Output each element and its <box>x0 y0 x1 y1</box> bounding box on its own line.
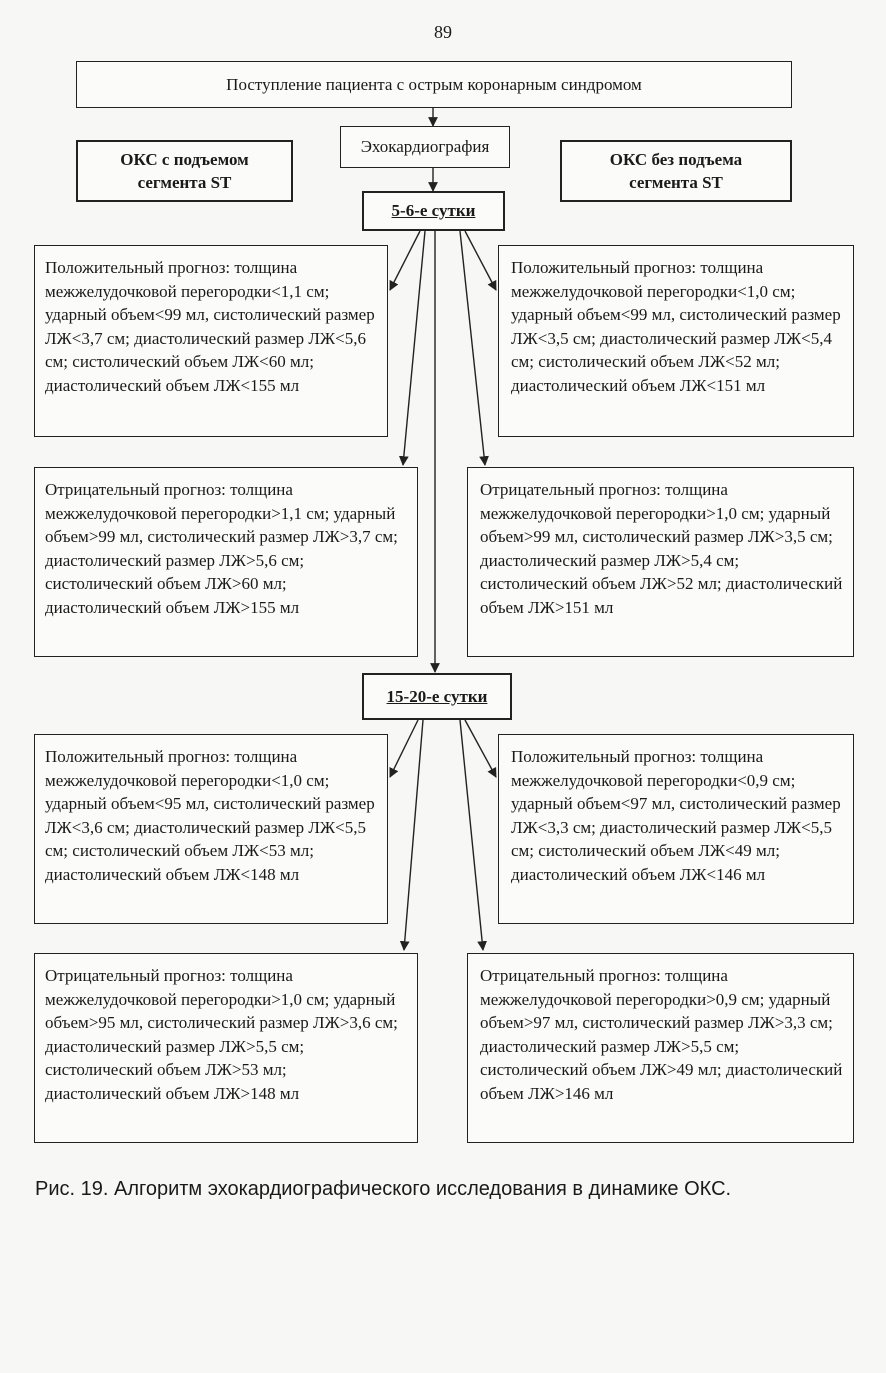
day2-stemi-negative-box: Отрицательный прогноз: толщина межжелудочковой перегородки>1,0 см; ударный объем>95 мл, систолический размер ЛЖ>3,6 см; диастолический размер ЛЖ>5,5 см; систолический объем ЛЖ>53 мл; диастолический объем ЛЖ>148 мл <box>34 953 418 1143</box>
arrow-day2-right-neg <box>460 720 483 950</box>
day1-stemi-negative-box: Отрицательный прогноз: толщина межжелудочковой перегородки>1,1 см; ударный объем>99 мл, систолический размер ЛЖ>3,7 см; диастолический размер ЛЖ>5,6 см; систолический объем ЛЖ>60 мл; диастолический объем ЛЖ>155 мл <box>34 467 418 657</box>
day1-nstemi-negative-box: Отрицательный прогноз: толщина межжелудочковой перегородки>1,0 см; ударный объем>99 мл, систолический размер ЛЖ>3,5 см; диастолический размер ЛЖ>5,4 см; систолический объем ЛЖ>52 мл; диастолический объем ЛЖ>151 мл <box>467 467 854 657</box>
nstemi-box: ОКС без подъема сегмента ST <box>560 140 792 202</box>
arrow-day1-right-pos <box>465 231 496 290</box>
echocardiography-box: Эхокардиография <box>340 126 510 168</box>
day1-stemi-positive-box: Положительный прогноз: толщина межжелудочковой перегородки<1,1 см; ударный объем<99 мл, систолический размер ЛЖ<3,7 см; диастолический размер ЛЖ<5,6 см; систолический объем ЛЖ<60 мл; диастолический объем ЛЖ<155 мл <box>34 245 388 437</box>
day1-nstemi-positive-box: Положительный прогноз: толщина межжелудочковой перегородки<1,0 см; ударный объем<99 мл, систолический размер ЛЖ<3,5 см; диастолический размер ЛЖ<5,4 см; систолический объем ЛЖ<52 мл; диастолический объем ЛЖ<151 мл <box>498 245 854 437</box>
arrow-day2-left-pos <box>390 720 418 777</box>
day1-box: 5-6-е сутки <box>362 191 505 231</box>
arrow-day2-right-pos <box>465 720 496 777</box>
arrow-day2-left-neg <box>404 720 423 950</box>
day2-nstemi-positive-box: Положительный прогноз: толщина межжелудочковой перегородки<0,9 см; ударный объем<97 мл, систолический размер ЛЖ<3,3 см; диастолический размер ЛЖ<5,5 см; систолический объем ЛЖ<49 мл; диастолический объем ЛЖ<146 мл <box>498 734 854 924</box>
stemi-box: ОКС с подъемом сегмента ST <box>76 140 293 202</box>
admission-box: Поступление пациента с острым коронарным синдромом <box>76 61 792 108</box>
day2-stemi-positive-box: Положительный прогноз: толщина межжелудочковой перегородки<1,0 см; ударный объем<95 мл, систолический размер ЛЖ<3,6 см; диастолический размер ЛЖ<5,5 см; систолический объем ЛЖ<53 мл; диастолический объем ЛЖ<148 мл <box>34 734 388 924</box>
page-number: 89 <box>434 22 452 42</box>
day2-box: 15-20-е сутки <box>362 673 512 720</box>
arrow-day1-left-neg <box>403 231 425 465</box>
figure-caption: Рис. 19. Алгоритм эхокардиографического исследования в динамике ОКС. <box>35 1178 732 1200</box>
arrow-day1-right-neg <box>460 231 485 465</box>
arrow-day1-left-pos <box>390 231 420 290</box>
day2-nstemi-negative-box: Отрицательный прогноз: толщина межжелудочковой перегородки>0,9 см; ударный объем>97 мл, систолический размер ЛЖ>3,3 см; диастолический размер ЛЖ>5,5 см; систолический объем ЛЖ>49 мл; диастолический объем ЛЖ>146 мл <box>467 953 854 1143</box>
